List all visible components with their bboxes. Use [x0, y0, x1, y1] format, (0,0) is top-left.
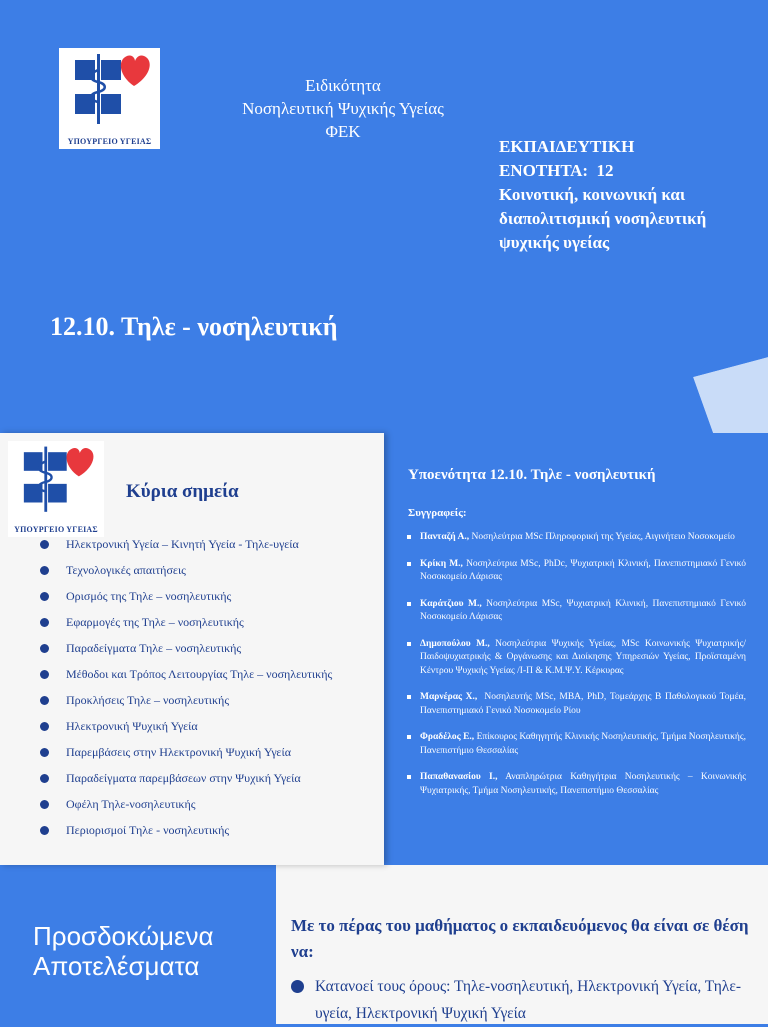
bullet-icon [291, 980, 304, 993]
outcomes-label-panel [0, 865, 276, 1024]
list-item-text: Παραδείγματα παρεμβάσεων στην Ψυχική Υγεία [66, 771, 301, 785]
bullet-icon [40, 800, 49, 809]
author-desc: Νοσηλεύτρια MSc, PhDc, Ψυχιατρική Κλινική, Πανεπιστημιακό Γενικό Νοσοκομείο Λάρισας [420, 558, 749, 582]
list-item-text: Εφαρμογές της Τηλε – νοσηλευτικής [66, 615, 244, 629]
list-item [38, 693, 332, 719]
list-item-text: Μέθοδοι και Τρόπος Λειτουργίας Τηλε – νοσηλευτικής [66, 667, 333, 681]
authors-list [406, 531, 749, 811]
ministry-logo-icon [59, 48, 160, 136]
key-points-title: Κύρια σημεία [126, 481, 239, 502]
list-item [38, 641, 332, 667]
author-desc: Νοσηλεύτρια MSc Πληροφορική της Υγείας, Αιγινήτειο Νοσοκομείο [469, 532, 735, 542]
author-desc: Αναπληρώτρια Καθηγήτρια Νοσηλευτικής – Κοινωνικής Ψυχιατρικής, Τμήμα Νοσηλευτικής, Πανεπιστήμιο Θεσσαλίας [420, 772, 749, 796]
bullet-icon [40, 748, 49, 757]
bullet-icon [407, 735, 411, 739]
unit-line: ΕΝΟΤΗΤΑ: 12 [499, 161, 614, 180]
author-item [406, 558, 749, 585]
author-name: Κρίκη Μ., [420, 558, 463, 569]
list-item [38, 563, 332, 589]
subunit-title: Υποενότητα 12.10. Τηλε - νοσηλευτική [408, 467, 656, 483]
list-item [38, 537, 332, 563]
outcomes-intro: Με το πέρας του μαθήματος ο εκπαιδευόμενος θα είναι σε θέση να: [291, 916, 749, 961]
list-item-text: Ορισμός της Τηλε – νοσηλευτικής [66, 589, 232, 603]
author-name: Δημοπούλου Μ., [420, 638, 490, 649]
specialty-line: ΦΕΚ [325, 122, 361, 141]
unit-line: ψυχικής υγείας [499, 233, 610, 252]
bullet-icon [407, 642, 411, 646]
author-desc: Νοσηλευτής MSc, MBA, PhD, Τομεάρχης Β Παθολογικού Τομέα, Πανεπιστημιακό Γενικό Νοσοκομείο Ρίου [420, 692, 749, 716]
list-item [38, 745, 332, 771]
ministry-logo [8, 441, 104, 537]
list-item-text: Προκλήσεις Τηλε – νοσηλευτικής [66, 693, 230, 707]
author-name: Καράτζιου Μ., [420, 598, 482, 609]
author-name: Φραδέλος Ε., [420, 732, 475, 742]
bullet-icon [40, 826, 49, 835]
key-points-list [38, 537, 332, 849]
bullet-icon [40, 566, 49, 575]
folded-corner-icon [693, 357, 768, 433]
list-item-text: Τεχνολογικές απαιτήσεις [66, 563, 186, 577]
list-item [38, 615, 332, 641]
author-item [406, 598, 749, 625]
ministry-logo-icon [8, 441, 104, 523]
bullet-icon [40, 540, 49, 549]
bullet-icon [407, 775, 411, 779]
author-item [406, 771, 749, 798]
list-item-text: Κατανοεί τους όρους: Τηλε-νοσηλευτική, Ηλεκτρονική Υγεία, Τηλε-υγεία, Ηλεκτρονική Ψυχική Υγεία [315, 978, 741, 1022]
specialty-line: Νοσηλευτική Ψυχικής Υγείας [242, 99, 444, 118]
list-item [38, 797, 332, 823]
authors-panel [384, 433, 768, 865]
bullet-icon [407, 562, 411, 566]
author-name: Παπαθανασίου Ι., [420, 772, 498, 782]
bullet-icon [40, 670, 49, 679]
list-item [38, 771, 332, 797]
author-item [406, 638, 749, 679]
list-item [38, 667, 332, 693]
bullet-icon [40, 592, 49, 601]
list-item-text: Περιορισμοί Τηλε - νοσηλευτικής [66, 823, 230, 837]
outcomes-content-panel [276, 865, 768, 1024]
outcomes-heading [33, 921, 214, 981]
ministry-logo-text: ΥΠΟΥΡΓΕΙΟ ΥΓΕΙΑΣ [14, 525, 98, 534]
bullet-icon [40, 774, 49, 783]
specialty-heading [210, 74, 476, 143]
unit-line: Κοινοτική, κοινωνική και [499, 185, 686, 204]
list-item-text: Παραδείγματα Τηλε – νοσηλευτικής [66, 641, 242, 655]
bullet-icon [40, 722, 49, 731]
list-item-text: Παρεμβάσεις στην Ηλεκτρονική Ψυχική Υγεία [66, 745, 291, 759]
outcomes-heading-line: Προσδοκώμενα [33, 921, 214, 951]
list-item-text: Οφέλη Τηλε-νοσηλευτικής [66, 797, 196, 811]
author-item [406, 731, 749, 758]
ministry-logo-text: ΥΠΟΥΡΓΕΙΟ ΥΓΕΙΑΣ [67, 137, 152, 146]
bullet-icon [407, 535, 411, 539]
list-item [38, 823, 332, 849]
slide-title: 12.10. Τηλε - νοσηλευτική [50, 312, 338, 341]
unit-heading [499, 135, 761, 255]
list-item [38, 589, 332, 615]
author-desc: Νοσηλεύτρια MSc, Ψυχιατρική Κλινική, Πανεπιστημιακό Γενικό Νοσοκομείο Λάρισας [420, 598, 749, 622]
author-item [406, 691, 749, 718]
authors-label: Συγγραφείς: [408, 507, 467, 519]
author-name: Μαρνέρας Χ., [420, 692, 478, 702]
bullet-icon [40, 644, 49, 653]
outcomes-heading-line: Αποτελέσματα [33, 951, 200, 981]
bullet-icon [407, 602, 411, 606]
list-item [291, 973, 768, 1027]
unit-line: διαπολιτισμική νοσηλευτική [499, 209, 707, 228]
author-name: Πανταζή Α., [420, 532, 470, 542]
author-desc: Νοσηλεύτρια Ψυχικής Υγείας, MSc Κοινωνικής Ψυχιατρικής/Παιδοψυχιατρικής & Οργάνωσης και Διοίκησης Υπηρεσιών Υγείας, Προϊσταμένη Κέντρου Ψυχικής Υγείας /Ι-Π & Κ.Μ.Ψ.Υ. Κέρκυρας [420, 638, 749, 676]
author-item [406, 531, 746, 545]
specialty-line: Ειδικότητα [305, 76, 381, 95]
ministry-logo [59, 48, 160, 149]
bullet-icon [407, 695, 411, 699]
key-points-panel [0, 433, 384, 865]
list-item [38, 719, 332, 745]
list-item-text: Ηλεκτρονική Ψυχική Υγεία [66, 719, 198, 733]
bullet-icon [40, 696, 49, 705]
title-slide [0, 0, 768, 433]
author-desc: Επίκουρος Καθηγητής Κλινικής Νοσηλευτικής, Τμήμα Νοσηλευτικής, Πανεπιστήμιο Θεσσαλίας [420, 732, 749, 756]
bullet-icon [40, 618, 49, 627]
list-item-text: Ηλεκτρονική Υγεία – Κινητή Υγεία - Τηλε-υγεία [66, 537, 299, 551]
unit-line: ΕΚΠΑΙΔΕΥΤΙΚΗ [499, 137, 635, 156]
